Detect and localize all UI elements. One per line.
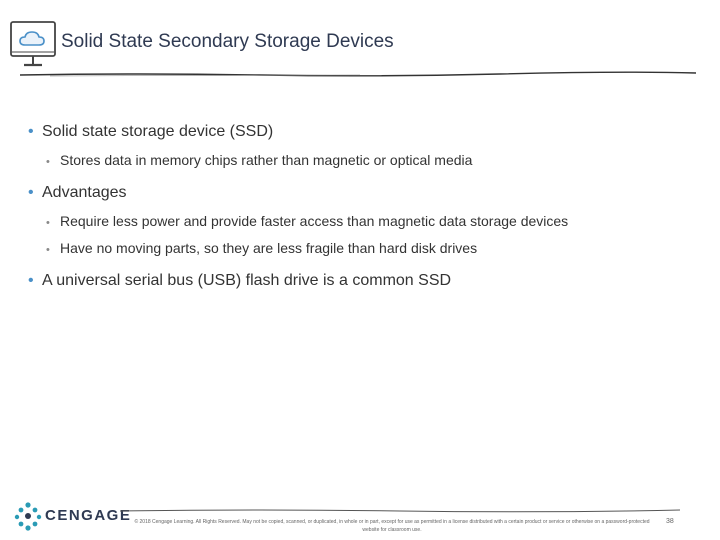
bullet-dot: • bbox=[46, 217, 50, 229]
bullet-text: Have no moving parts, so they are less fragile than hard disk drives bbox=[60, 240, 478, 256]
bullet-text: Require less power and provide faster access than magnetic data storage devices bbox=[60, 213, 569, 229]
slide-title: Solid State Secondary Storage Devices bbox=[61, 31, 394, 52]
footer-divider bbox=[120, 504, 680, 516]
bullet-dot: • bbox=[28, 123, 34, 140]
bullet-text: Stores data in memory chips rather than magnetic or optical media bbox=[60, 152, 473, 168]
bullet-usb-flash bbox=[28, 272, 451, 290]
bullet-dot: • bbox=[46, 156, 50, 168]
bullet-advantages bbox=[28, 184, 127, 202]
bullet-dot: • bbox=[28, 272, 34, 289]
sub-bullet-memory-chips bbox=[46, 152, 472, 168]
bullet-text: Advantages bbox=[42, 184, 127, 201]
bullet-dot: • bbox=[28, 184, 34, 201]
bullet-ssd bbox=[28, 123, 273, 141]
sub-bullet-no-moving-parts bbox=[46, 240, 477, 256]
copyright-notice: © 2018 Cengage Learning. All Rights Reserved. May not be copied, scanned, or duplicated, in whole or in part, except for use as permitted in a license distributed with a certain product or service or otherwise on a password-protected website for classroom use. bbox=[134, 519, 650, 533]
page-number: 38 bbox=[666, 518, 674, 525]
bullet-text: A universal serial bus (USB) flash drive is a common SSD bbox=[42, 272, 452, 289]
bullet-dot: • bbox=[46, 244, 50, 256]
bullet-text: Solid state storage device (SSD) bbox=[42, 123, 274, 140]
sub-bullet-less-power bbox=[46, 213, 568, 229]
cengage-brand: CENGAGE bbox=[45, 507, 132, 524]
cengage-logo-icon bbox=[12, 500, 44, 532]
